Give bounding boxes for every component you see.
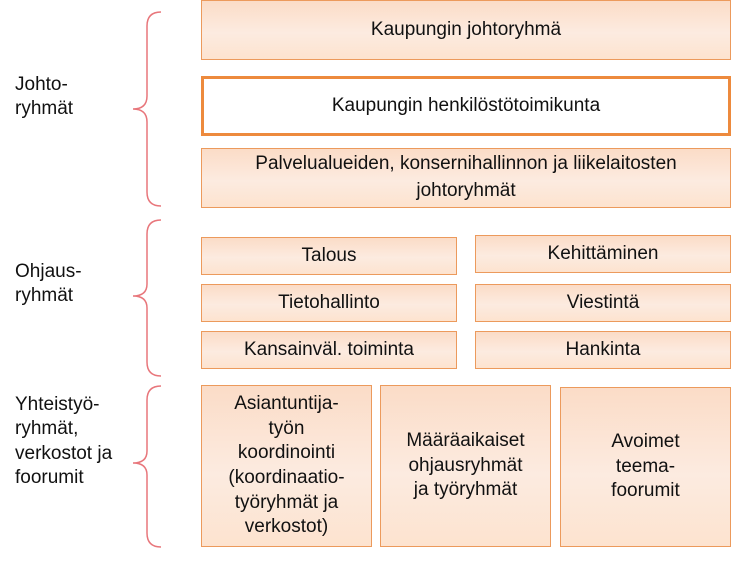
group-label-johtoryhmat: Johto- ryhmät — [15, 74, 74, 120]
box-henkilostotoimikunta: Kaupungin henkilöstötoimikunta — [201, 76, 731, 136]
box-kehittaminen: Kehittäminen — [475, 235, 731, 273]
box-hankinta: Hankinta — [475, 331, 731, 369]
box-maaraaikaiset-ryhmat: Määräaikaiset ohjausryhmät ja työryhmät — [380, 385, 551, 547]
box-kaupungin-johtoryhma: Kaupungin johtoryhmä — [201, 0, 731, 60]
box-tietohallinto: Tietohallinto — [201, 284, 457, 322]
box-kansainval-toiminta: Kansainväl. toiminta — [201, 331, 457, 369]
bracket-johtoryhmat — [133, 12, 161, 206]
bracket-ohjausryhmat — [133, 220, 161, 376]
box-asiantuntijatyon-koordinointi: Asiantuntija- työn koordinointi (koordinaatio- työryhmät ja verkostot) — [201, 385, 372, 547]
box-talous: Talous — [201, 237, 457, 275]
group-label-yhteistyoryhmat: Yhteistyö- ryhmät, verkostot ja foorumit — [15, 394, 113, 488]
group-label-ohjausryhmat: Ohjaus- ryhmät — [15, 261, 82, 307]
box-viestinta: Viestintä — [475, 284, 731, 322]
box-palvelualueiden-johtoryhmat: Palvelualueiden, konsernihallinnon ja liikelaitosten johtoryhmät — [201, 148, 731, 208]
bracket-yhteistyoryhmat — [133, 386, 161, 547]
box-avoimet-teemafoorumit: Avoimet teema- foorumit — [560, 387, 731, 547]
